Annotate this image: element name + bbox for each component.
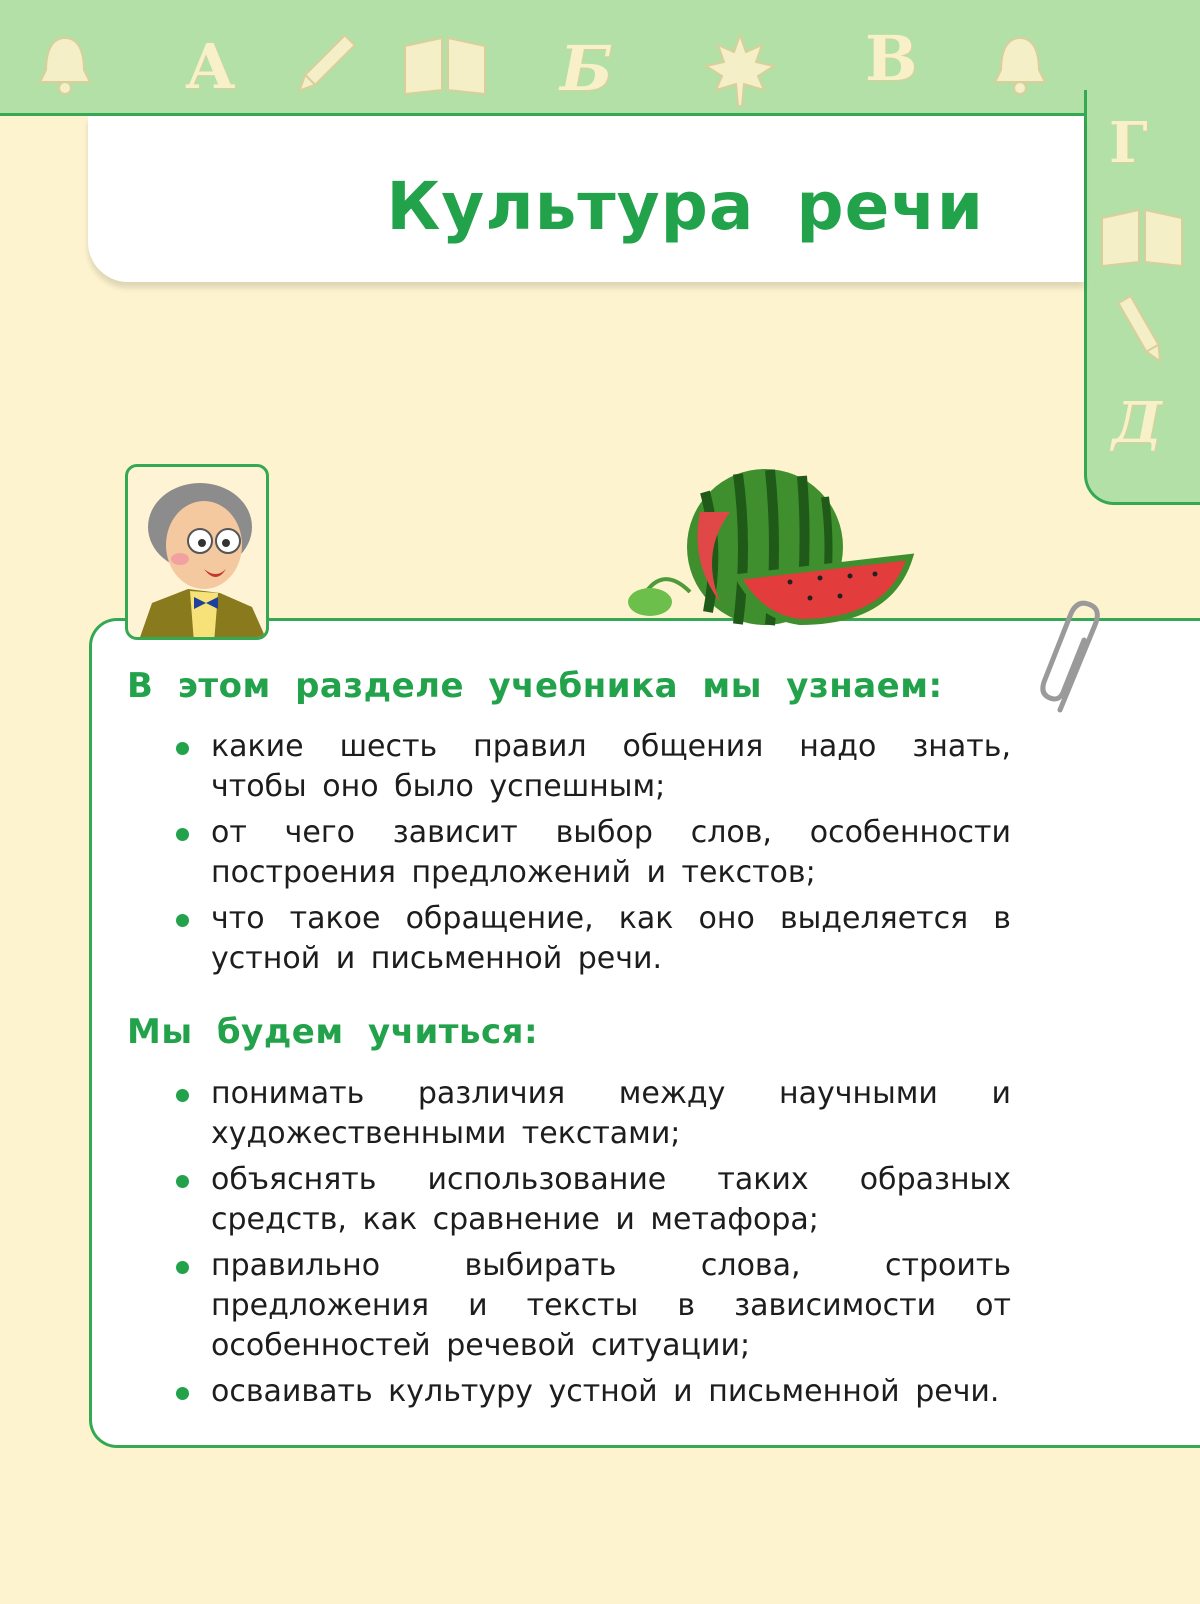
bell-icon xyxy=(30,30,100,100)
list-item: понимать различия между научными и художественными текстами; xyxy=(173,1074,1011,1154)
open-book-icon xyxy=(400,28,490,98)
study-list xyxy=(173,1074,1011,1418)
pencil-icon xyxy=(1102,290,1182,370)
side-decorative-band xyxy=(1084,90,1200,505)
list-item: правильно выбирать слова, строить предложения и тексты в зависимости от особенностей речевой ситуации; xyxy=(173,1246,1011,1366)
list-item: что такое обращение, как оно выделяется в устной и письменной речи. xyxy=(173,899,1011,979)
top-decorative-band xyxy=(0,0,1200,116)
list-item: объяснять использование таких образных средств, как сравнение и метафора; xyxy=(173,1160,1011,1240)
title-card xyxy=(88,116,1084,282)
maple-leaf-icon xyxy=(700,30,780,110)
pencil-icon xyxy=(285,25,365,105)
learn-list xyxy=(173,727,1011,985)
decor-letter-a: А xyxy=(185,30,236,103)
decor-letter-g: Г xyxy=(1109,110,1148,176)
bell-icon xyxy=(985,30,1055,100)
learn-heading: В этом разделе учебника мы узнаем: xyxy=(127,666,943,706)
open-book-icon xyxy=(1097,200,1187,270)
watermelon-illustration xyxy=(620,452,920,632)
decor-letter-d: Д xyxy=(1112,390,1162,456)
page-title: Культура речи xyxy=(386,168,984,245)
study-heading: Мы будем учиться: xyxy=(127,1012,539,1052)
list-item: какие шесть правил общения надо знать, чтобы оно было успешным; xyxy=(173,727,1011,807)
teacher-portrait xyxy=(125,464,269,640)
decor-letter-v: В xyxy=(865,22,918,95)
paper-clip-icon xyxy=(1040,600,1110,720)
decor-letter-b: Б xyxy=(560,32,613,105)
list-item: от чего зависит выбор слов, особенности построения предложений и текстов; xyxy=(173,813,1011,893)
list-item: осваивать культуру устной и письменной речи. xyxy=(173,1372,1011,1412)
